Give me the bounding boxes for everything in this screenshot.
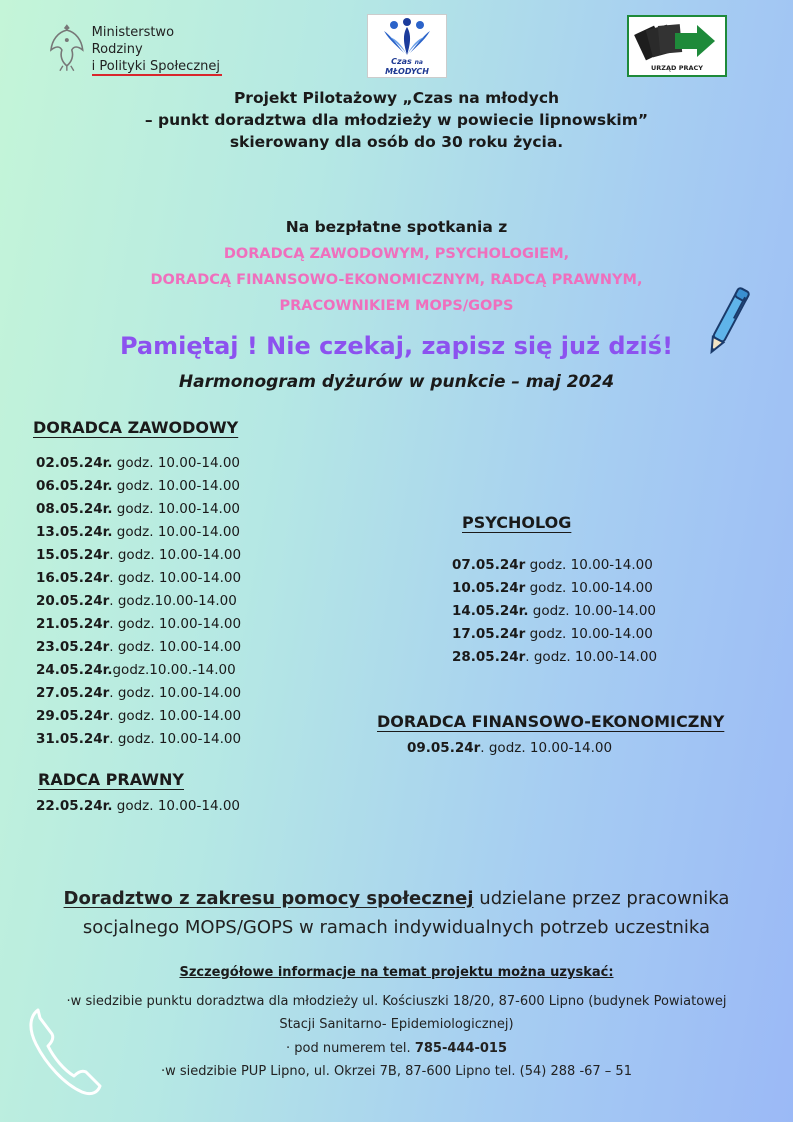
schedule-row <box>36 682 241 705</box>
schedule-time: godz. 10.00-14.00 <box>112 455 241 471</box>
schedule-date: 20.05.24r <box>36 593 110 609</box>
info-line2: Stacji Sanitarno- Epidemiologicznej) <box>279 1017 514 1032</box>
ministry-name <box>92 24 228 75</box>
czas-logo-word3: MŁODYCH <box>385 66 429 76</box>
psycholog-heading: PSYCHOLOG <box>462 513 572 532</box>
schedule-date: 14.05.24r. <box>452 603 529 619</box>
eagle-emblem-icon <box>48 20 86 72</box>
schedule-row <box>36 567 241 590</box>
urzad-pracy-label: URZĄD PRACY <box>651 64 703 72</box>
schedule-time: godz. 10.00-14.00 <box>112 524 241 540</box>
schedule-row <box>36 705 241 728</box>
schedule-row <box>36 521 241 544</box>
schedule-row <box>452 623 657 646</box>
title-line1: Projekt Pilotażowy „Czas na młodych <box>233 89 560 107</box>
schedule-date: 07.05.24r <box>452 557 526 573</box>
social-help-note <box>0 884 793 942</box>
schedule-time: . godz. 10.00-14.00 <box>109 731 242 747</box>
ministry-logo <box>48 20 228 78</box>
title-line3: skierowany dla osób do 30 roku życia. <box>229 133 564 151</box>
schedule-date: 21.05.24r <box>36 616 110 632</box>
schedule-row <box>36 613 241 636</box>
doradca-finansowy-heading: DORADCA FINANSOWO-EKONOMICZNY <box>377 712 725 731</box>
schedule-date: 10.05.24r <box>452 580 526 596</box>
schedule-row <box>452 577 657 600</box>
schedule-date: 08.05.24r. <box>36 501 113 517</box>
schedule-time: . godz. 10.00-14.00 <box>109 639 242 655</box>
info-heading: Szczegółowe informacje na temat projektu można uzyskać: <box>179 965 614 980</box>
ministry-line1: Ministerstwo Rodziny <box>91 25 175 57</box>
schedule-time: . godz. 10.00-14.00 <box>109 708 242 724</box>
ministry-line2: i Polityki Społecznej <box>91 59 221 74</box>
czas-logo-word1: Czas <box>391 56 412 66</box>
schedule-row <box>36 728 241 751</box>
schedule-date: 17.05.24r <box>452 626 526 642</box>
schedule-time: godz. 10.00-14.00 <box>112 798 241 814</box>
ministry-red-line <box>92 74 222 76</box>
info-phone-prefix: · pod numerem tel. <box>285 1041 415 1056</box>
schedule-date: 23.05.24r <box>36 639 110 655</box>
schedule-time: . godz. 10.00-14.00 <box>525 649 658 665</box>
info-line1: ·w siedzibie punktu doradztwa dla młodzieży ul. Kościuszki 18/20, 87-600 Lipno (budynek Powiatowej <box>66 994 727 1009</box>
doradca-zawodowy-schedule <box>36 452 241 751</box>
social-line1 <box>0 884 793 913</box>
schedule-time: godz.10.00.-14.00 <box>112 662 236 678</box>
czas-logo-word2: na <box>414 58 423 66</box>
doradca-zawodowy-heading: DORADCA ZAWODOWY <box>33 418 239 437</box>
radca-prawny-heading: RADCA PRAWNY <box>38 770 185 789</box>
czas-na-mlodych-logo <box>367 14 447 78</box>
schedule-date: 16.05.24r <box>36 570 110 586</box>
project-title <box>0 87 793 153</box>
schedule-row <box>36 544 241 567</box>
schedule-date: 27.05.24r <box>36 685 110 701</box>
schedule-row <box>36 452 241 475</box>
arrow-cards-icon <box>629 19 725 65</box>
title-line2: – punkt doradztwa dla młodzieży w powiecie lipnowskim” <box>144 111 649 129</box>
social-highlight: Doradztwo z zakresu pomocy społecznej <box>63 888 474 909</box>
schedule-row <box>36 636 241 659</box>
schedule-time: . godz. 10.00-14.00 <box>480 740 613 756</box>
schedule-row <box>407 737 612 760</box>
schedule-row <box>36 795 240 818</box>
schedule-date: 09.05.24r <box>407 740 481 756</box>
schedule-date: 13.05.24r. <box>36 524 113 540</box>
czas-logo-text <box>385 57 429 76</box>
schedule-date: 15.05.24r <box>36 547 110 563</box>
schedule-time: . godz. 10.00-14.00 <box>109 570 242 586</box>
schedule-time: . godz. 10.00-14.00 <box>109 616 242 632</box>
meetings-line3: PRACOWNIKIEM MOPS/GOPS <box>279 298 514 314</box>
schedule-time: godz. 10.00-14.00 <box>525 626 653 642</box>
schedule-row <box>36 659 241 682</box>
meetings-intro: Na bezpłatne spotkania z <box>285 218 508 236</box>
schedule-date: 29.05.24r <box>36 708 110 724</box>
meetings-line1: DORADCĄ ZAWODOWYM, PSYCHOLOGIEM, <box>223 246 570 262</box>
info-line3 <box>0 1037 793 1061</box>
schedule-time: godz. 10.00-14.00 <box>525 580 653 596</box>
schedule-time: godz. 10.00-14.00 <box>528 603 657 619</box>
schedule-row <box>36 590 241 613</box>
people-figures-icon <box>380 17 434 57</box>
schedule-row <box>452 554 657 577</box>
schedule-date: 24.05.24r. <box>36 662 113 678</box>
social-line2: socjalnego MOPS/GOPS w ramach indywidualnych potrzeb uczestnika <box>82 917 711 938</box>
schedule-time: godz. 10.00-14.00 <box>525 557 653 573</box>
schedule-time: . godz. 10.00-14.00 <box>109 547 242 563</box>
schedule-row <box>36 475 241 498</box>
schedule-date: 28.05.24r <box>452 649 526 665</box>
social-rest: udzielane przez pracownika <box>473 888 730 909</box>
info-phone-number: 785-444-015 <box>414 1041 508 1056</box>
schedule-title: Harmonogram dyżurów w punkcie – maj 2024 <box>178 372 615 392</box>
psycholog-schedule <box>452 554 657 669</box>
schedule-date: 31.05.24r <box>36 731 110 747</box>
schedule-row <box>452 646 657 669</box>
meetings-line2: DORADCĄ FINANSOWO-EKONOMICZNYM, RADCĄ PRAWNYM, <box>150 272 643 288</box>
schedule-time: . godz.10.00-14.00 <box>109 593 237 609</box>
info-line4: ·w siedzibie PUP Lipno, ul. Okrzei 7B, 87-600 Lipno tel. (54) 288 -67 – 51 <box>161 1064 632 1079</box>
schedule-date: 22.05.24r. <box>36 798 113 814</box>
schedule-row <box>452 600 657 623</box>
schedule-row <box>36 498 241 521</box>
schedule-date: 06.05.24r. <box>36 478 113 494</box>
urzad-pracy-logo <box>627 15 727 77</box>
schedule-time: godz. 10.00-14.00 <box>112 501 241 517</box>
schedule-time: . godz. 10.00-14.00 <box>109 685 242 701</box>
remember-slogan: Pamiętaj ! Nie czekaj, zapisz się już dziś! <box>119 332 674 360</box>
schedule-time: godz. 10.00-14.00 <box>112 478 241 494</box>
schedule-date: 02.05.24r. <box>36 455 113 471</box>
